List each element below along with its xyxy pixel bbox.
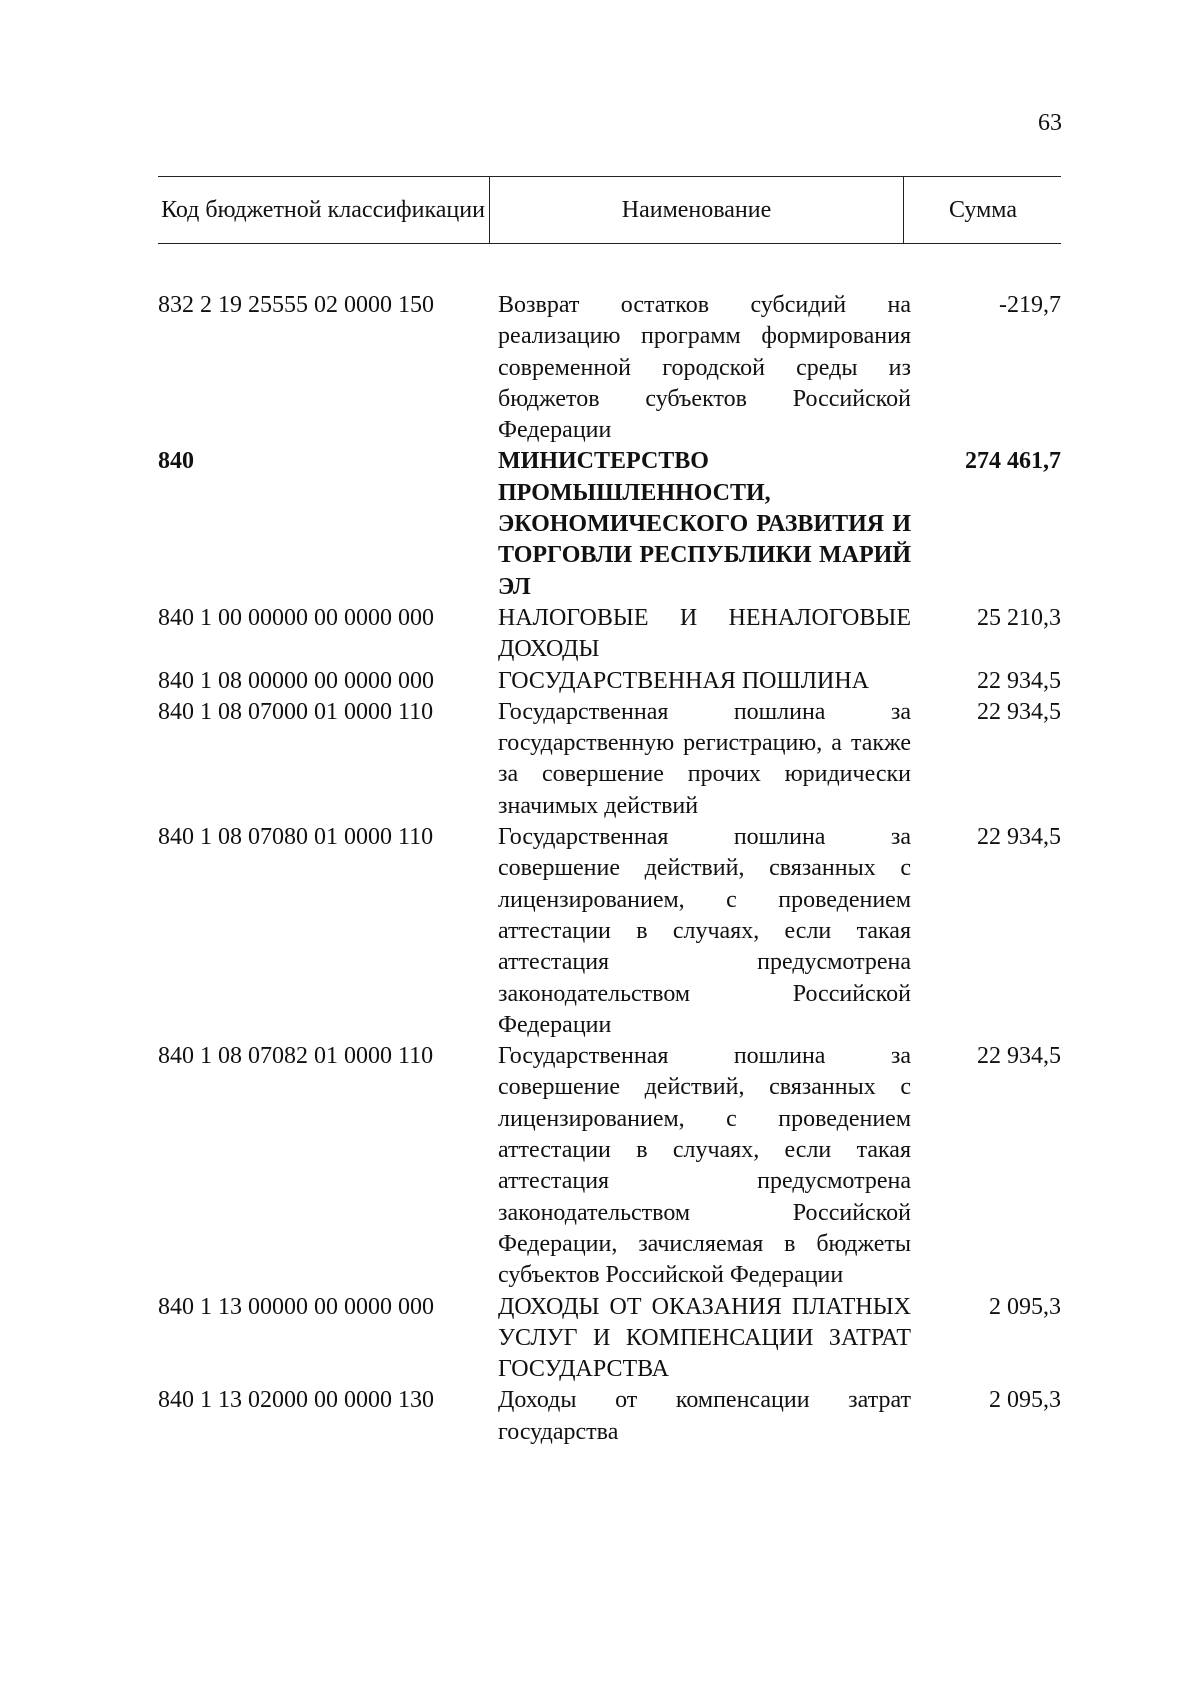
item-name: ГОСУДАРСТВЕННАЯ ПОШЛИНА — [498, 667, 869, 694]
header-code-column: Код бюджетной классификации — [161, 197, 485, 223]
table-header — [158, 176, 1061, 244]
budget-table-body — [158, 290, 1061, 1448]
header-name-column: Наименование — [489, 177, 903, 243]
item-name: Государственная пошлина за совершение действий, связанных с лицензированием, с проведением аттестации в случаях, если такая аттестация предусмотрена законодательством Российской Федерации — [498, 824, 911, 1038]
item-name: Возврат остатков субсидий на реализацию программ формирования современной городской среды из бюджетов субъектов Российской Федерации — [498, 292, 911, 444]
table-row — [158, 603, 1061, 666]
budget-code: 840 1 08 07000 01 0000 110 — [158, 698, 434, 725]
header-sum-column: Сумма — [903, 177, 1062, 243]
item-amount: 2 095,3 — [989, 1293, 1061, 1320]
item-name: Доходы от компенсации затрат государства — [498, 1387, 911, 1445]
budget-code: 832 2 19 25555 02 0000 150 — [158, 292, 434, 318]
item-amount: 274 461,7 — [965, 448, 1061, 475]
table-row — [158, 1385, 1061, 1448]
table-row — [158, 1292, 1061, 1386]
item-amount: 22 934,5 — [977, 698, 1061, 725]
item-name: ДОХОДЫ ОТ ОКАЗАНИЯ ПЛАТНЫХ УСЛУГ И КОМПЕНСАЦИИ ЗАТРАТ ГОСУДАРСТВА — [498, 1293, 911, 1383]
item-amount: 22 934,5 — [977, 824, 1061, 851]
budget-code: 840 — [158, 448, 194, 475]
budget-code: 840 1 08 07080 01 0000 110 — [158, 824, 434, 851]
table-row — [158, 666, 1061, 697]
item-name: МИНИСТЕРСТВО ПРОМЫШЛЕННОСТИ, ЭКОНОМИЧЕСКОГО РАЗВИТИЯ И ТОРГОВЛИ РЕСПУБЛИКИ МАРИЙ ЭЛ — [498, 448, 911, 600]
page-number: 63 — [1038, 110, 1062, 136]
budget-code: 840 1 00 00000 00 0000 000 — [158, 604, 434, 631]
table-row — [158, 822, 1061, 1041]
table-row — [158, 697, 1061, 822]
table-row — [158, 446, 1061, 602]
item-name: Государственная пошлина за совершение действий, связанных с лицензированием, с проведением аттестации в случаях, если такая аттестация предусмотрена законодательством Российской Федерации, зачисляемая в бюджеты субъектов Российской Федерации — [498, 1043, 911, 1289]
budget-code: 840 1 08 07082 01 0000 110 — [158, 1043, 434, 1070]
item-name: Государственная пошлина за государственную регистрацию, а также за совершение прочих юридически значимых действий — [498, 698, 911, 819]
budget-code: 840 1 13 02000 00 0000 130 — [158, 1387, 434, 1414]
budget-code: 840 1 08 00000 00 0000 000 — [158, 667, 434, 694]
budget-code: 840 1 13 00000 00 0000 000 — [158, 1293, 434, 1320]
item-name: НАЛОГОВЫЕ И НЕНАЛОГОВЫЕ ДОХОДЫ — [498, 604, 911, 663]
item-amount: 25 210,3 — [977, 604, 1061, 631]
item-amount: 22 934,5 — [977, 667, 1061, 694]
item-amount: 22 934,5 — [977, 1043, 1061, 1070]
item-amount: 2 095,3 — [989, 1387, 1061, 1414]
table-row — [158, 1041, 1061, 1291]
item-amount: -219,7 — [999, 292, 1061, 318]
table-row — [158, 290, 1061, 446]
